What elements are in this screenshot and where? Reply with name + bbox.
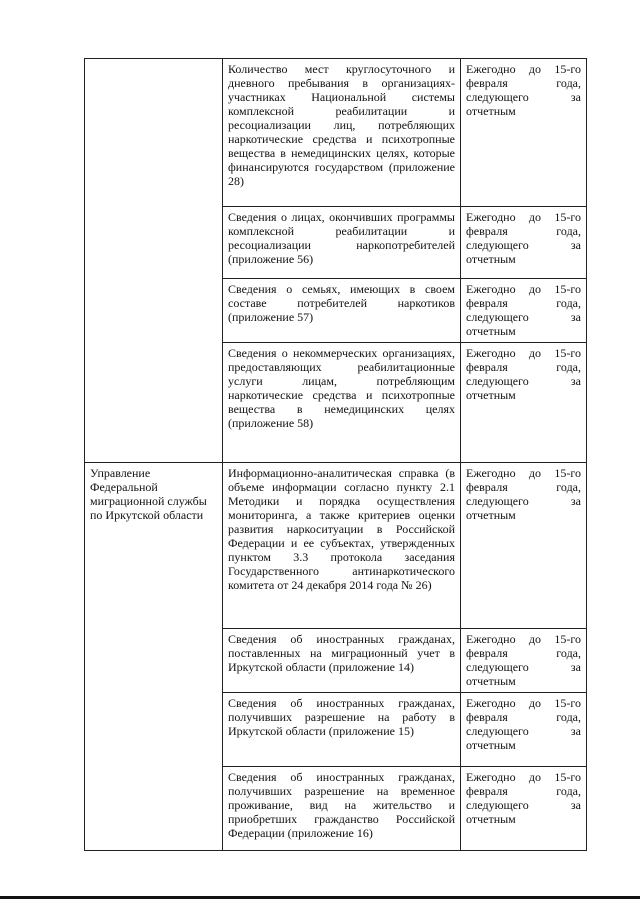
deadline-cell: Ежегодно до 15-го февраля года, следующего за отчетным xyxy=(461,207,587,279)
deadline-cell: Ежегодно до 15-го февраля года, следующего за отчетным xyxy=(461,767,587,851)
reporting-table xyxy=(84,58,587,851)
deadline-cell: Ежегодно до 15-го февраля года, следующего за отчетным xyxy=(461,279,587,343)
report-description: Сведения о некоммерческих организациях, предоставляющих реабилитационные услуги лицам, потребляющим наркотические средства и психотропные вещества в немедицинских целях (приложение 58) xyxy=(223,343,461,463)
deadline-cell: Ежегодно до 15-го февраля года, следующего за отчетным xyxy=(461,59,587,207)
page-bottom-rule xyxy=(0,896,640,899)
table-row xyxy=(85,463,587,629)
report-description: Сведения о семьях, имеющих в своем составе потребителей наркотиков (приложение 57) xyxy=(223,279,461,343)
report-description: Сведения об иностранных гражданах, получивших разрешение на работу в Иркутской области (приложение 15) xyxy=(223,693,461,767)
report-description: Информационно-аналитическая справка (в объеме информации согласно пункту 2.1 Методики и порядка осуществления мониторинга, а также критериев оценки развития наркоситуации в Российской Федерации и ее субъектах, утвержденных пунктом 3.3 протокола заседания Государственного антинаркотического комитета от 24 декабря 2014 года № 26) xyxy=(223,463,461,629)
organization-cell: Управление Федеральной миграционной службы по Иркутской области xyxy=(85,463,223,851)
deadline-cell: Ежегодно до 15-го февраля года, следующего за отчетным xyxy=(461,629,587,693)
report-description: Сведения о лицах, окончивших программы комплексной реабилитации и ресоциализации наркопотребителей (приложение 56) xyxy=(223,207,461,279)
deadline-cell: Ежегодно до 15-го февраля года, следующего за отчетным xyxy=(461,343,587,463)
deadline-cell: Ежегодно до 15-го февраля года, следующего за отчетным xyxy=(461,693,587,767)
report-description: Количество мест круглосуточного и дневного пребывания в организациях-участниках Национальной системы комплексной реабилитации и ресоциализации лиц, потребляющих наркотические средства и психотропные вещества в немедицинских целях, которые финансируются государством (приложение 28) xyxy=(223,59,461,207)
deadline-cell: Ежегодно до 15-го февраля года, следующего за отчетным xyxy=(461,463,587,629)
organization-cell xyxy=(85,59,223,463)
table-row xyxy=(85,59,587,207)
report-description: Сведения об иностранных гражданах, поставленных на миграционный учет в Иркутской области (приложение 14) xyxy=(223,629,461,693)
report-description: Сведения об иностранных гражданах, получивших разрешение на временное проживание, вид на жительство и приобретших гражданство Российской Федерации (приложение 16) xyxy=(223,767,461,851)
